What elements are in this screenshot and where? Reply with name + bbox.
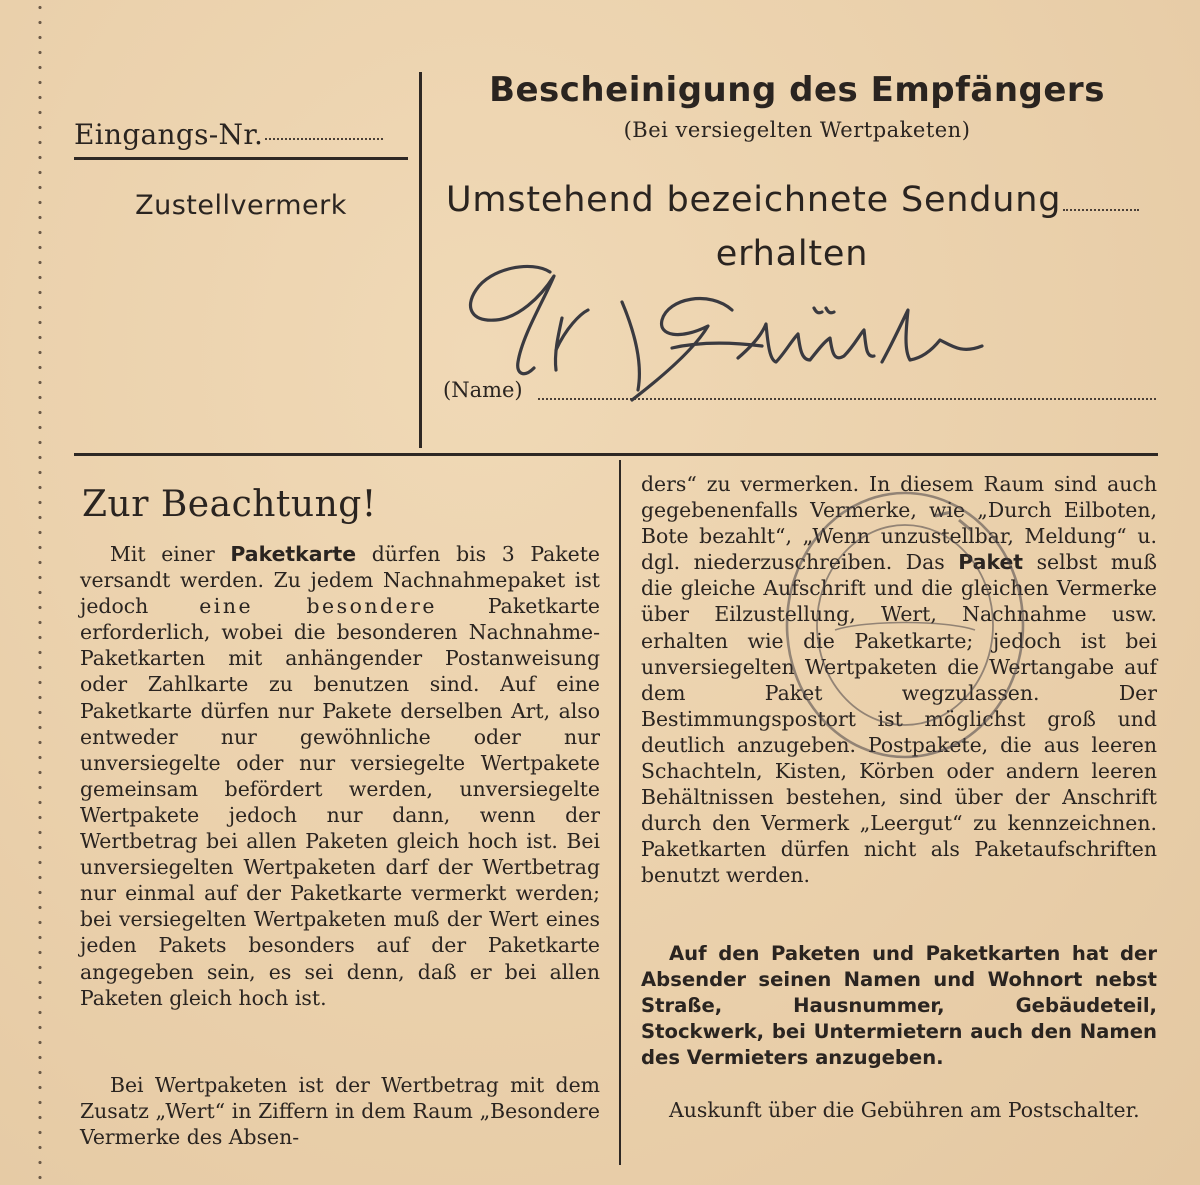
erhalten-text: erhalten <box>715 234 869 274</box>
right-p1-keyword: Paket <box>958 550 1024 575</box>
eingangs-nr-dotline <box>265 138 383 140</box>
notice-right-paragraph-3: Auskunft über die Gebühren am Postschalter. <box>669 1098 1140 1122</box>
divider-horizontal-middle <box>74 453 1158 456</box>
left-p1-text-b: dürfen bis 3 Pakete versandt werden. Zu jedem Nachnahmepaket ist jedoch <box>80 542 600 619</box>
zustellvermerk-label: Zustellvermerk <box>135 190 347 221</box>
notice-left-paragraph-2: Bei Wertpaketen ist der Wertbetrag mit dem Zusatz „Wert“ in Ziffern in dem Raum „Besondere Vermerke des Absen- <box>80 1073 600 1150</box>
right-p1-text-a: ders“ zu vermerken. In diesem Raum sind auch gegebenenfalls Vermerke, wie „Durch Eilboten, Bote bezahlt“, „Wenn unzustellbar, Meldung“ u. dgl. niederzuschreiben. Das <box>641 472 1157 575</box>
left-p1-text-a: Mit einer <box>110 542 231 566</box>
handwritten-signature <box>462 250 1002 420</box>
page-title: Bescheinigung des Empfängers <box>489 70 1105 110</box>
divider-vertical-top <box>419 72 422 448</box>
divider-vertical-bottom <box>619 460 621 1165</box>
divider-eingang <box>74 157 408 160</box>
page-subtitle: (Bei versiegelten Wertpaketen) <box>623 118 971 142</box>
sendung-text: Umstehend bezeichnete Sendung <box>446 180 1062 220</box>
postmark-stamp <box>775 480 1035 770</box>
perforated-edge <box>38 0 42 1185</box>
left-p1-spaced: eine besondere <box>199 594 437 619</box>
eingangs-nr-field <box>74 118 383 151</box>
right-p1-text-b: selbst muß die gleiche Aufschrift und die gleichen Vermerke über Eilzustellung, Wert, Nachnahme usw. erhalten wie die Paketkarte; jedoch ist bei unversiegelten Wertpaketen die Wertangabe auf dem Paket wegzulassen. Der Bestimmungspostort ist möglichst groß und deutlich anzugeben. Postpakete, die aus leeren Schachteln, Kisten, Körben oder andern leeren Behältnissen bestehen, sind über der Anschrift durch den Vermerk „Leergut“ zu kennzeichnen. Paketkarten dürfen nicht als Paketaufschriften benutzt werden. <box>641 550 1157 888</box>
name-label: (Name) <box>443 378 523 402</box>
notice-right-paragraph-2: Auf den Paketen und Paketkarten hat der Absender seinen Namen und Wohnort nebst Straße, Hausnummer, Gebäudeteil, Stockwerk, bei Untermietern auch den Namen des Vermieters anzugeben. <box>641 942 1157 1070</box>
notice-heading: Zur Beachtung! <box>82 484 377 525</box>
sendung-line <box>446 180 1139 220</box>
sendung-dotline <box>1063 209 1139 211</box>
eingangs-nr-label: Eingangs-Nr. <box>74 118 264 151</box>
left-p1-text-c: Paketkarte erforderlich, wobei die besonderen Nachnahme-Paketkarten mit anhängender Postanweisung oder Zahlkarte zu benutzen sind. Auf eine Paketkarte dürfen nur Pakete derselben Art, also entweder nur gewöhnliche oder nur unversiegelte oder nur versiegelte Wertpakete gemeinsam befördert werden, unversiegelte Wertpakete jedoch nur dann, wenn der Wertbetrag bei allen Paketen gleich hoch ist. Bei unversiegelten Wertpaketen darf der Wertbetrag nur einmal auf der Paketkarte vermerkt werden; bei versiegelten Wertpaketen muß der Wert eines jeden Pakets besonders auf der Paketkarte angegeben sein, es sei denn, daß er bei allen Paketen gleich hoch ist. <box>80 594 600 1010</box>
left-p1-keyword: Paketkarte <box>230 542 357 566</box>
notice-left-paragraph-1 <box>80 541 600 1011</box>
